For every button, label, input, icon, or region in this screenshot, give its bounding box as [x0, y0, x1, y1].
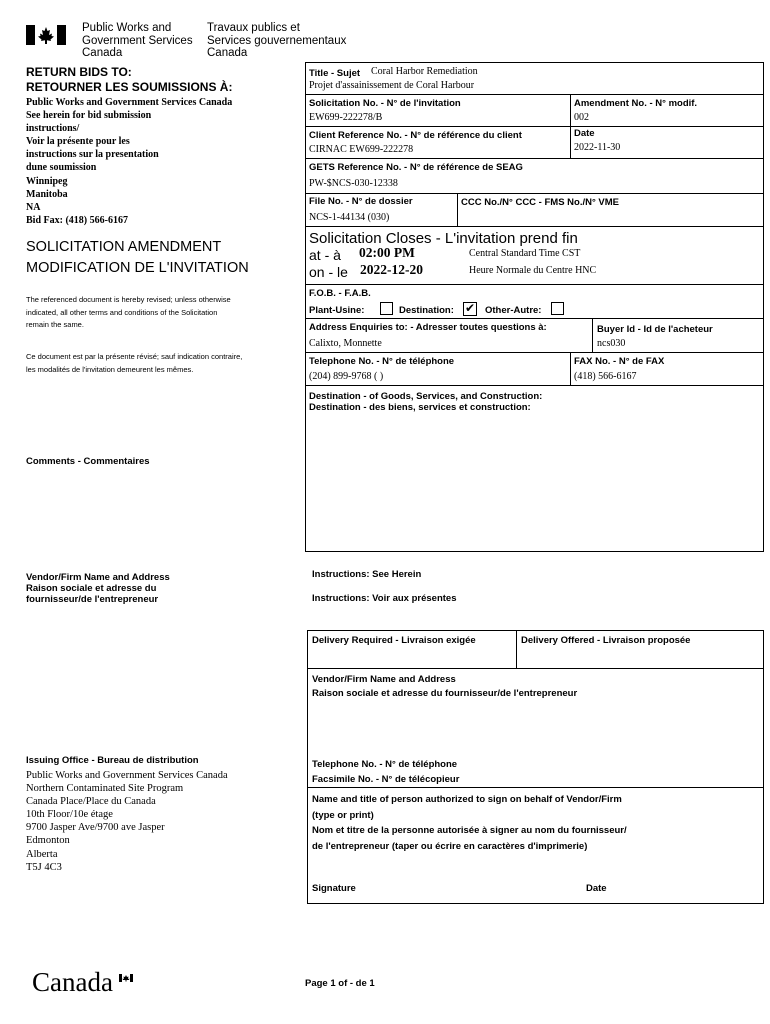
telephone-value: (204) 899-9768 ( ) — [309, 371, 384, 382]
notice-line: remain the same. — [26, 320, 84, 329]
revision-notice-en — [26, 294, 296, 332]
issuing-line: Alberta — [26, 848, 58, 860]
address-line: dune soumission — [26, 162, 97, 174]
divider — [305, 94, 764, 95]
ccc-no-label: CCC No./N° CCC - FMS No./N° VME — [461, 197, 620, 208]
address-line: Winnipeg — [26, 175, 68, 187]
timezone-en: Central Standard Time CST — [469, 248, 581, 259]
issuing-line: T5J 4C3 — [26, 861, 62, 873]
amendment-title-en: SOLICITATION AMENDMENT — [26, 239, 222, 255]
plant-checkbox[interactable] — [380, 302, 393, 315]
divider — [570, 352, 571, 385]
title-value-fr: Projet d'assainissement de Coral Harbour — [309, 80, 475, 91]
fax-label: FAX No. - N° de FAX — [574, 356, 665, 367]
destination-goods-fr: Destination - des biens, services et construction: — [309, 402, 531, 413]
other-checkbox[interactable] — [551, 302, 564, 315]
title-value: Coral Harbor Remediation — [371, 66, 478, 77]
issuing-line: 10th Floor/10e étage — [26, 809, 113, 821]
canada-flag-icon — [26, 25, 66, 45]
divider — [305, 352, 764, 353]
other-label: Other-Autre: — [485, 305, 542, 316]
address-line: instructions sur la presentation — [26, 149, 159, 161]
vendor-line: fournisseur/de l'entrepreneur — [26, 594, 159, 605]
return-address — [26, 96, 296, 227]
signature-label: Signature — [312, 883, 356, 894]
solicitation-no-label: Solicitation No. - N° de l'invitation — [309, 98, 461, 109]
vendor-name-fr: Raison sociale et adresse du fournisseur/de l'entrepreneur — [312, 688, 578, 699]
return-en: RETURN BIDS TO: — [26, 65, 132, 79]
plant-label: Plant-Usine: — [309, 305, 365, 316]
destination-goods-en: Destination - of Goods, Services, and Construction: — [309, 391, 543, 402]
authorized-person-label — [312, 792, 627, 854]
date-value: 2022-11-30 — [574, 142, 621, 153]
date-signature-label: Date — [586, 883, 607, 894]
telephone-label: Telephone No. - N° de téléphone — [309, 356, 455, 367]
dept-fr-line: Travaux publics et — [207, 22, 300, 34]
client-ref-value: CIRNAC EW699-222278 — [309, 144, 414, 155]
authorized-line: (type or print) — [312, 809, 374, 821]
closing-heading: Solicitation Closes - L'invitation prend fin — [309, 230, 578, 247]
address-line: Voir la présente pour les — [26, 136, 130, 148]
divider — [305, 284, 764, 285]
instructions-en: Instructions: See Herein — [312, 569, 422, 580]
authorized-line: Nom et titre de la personne autorisée à signer au nom du fournisseur/ — [312, 825, 627, 836]
vendor-telephone-label: Telephone No. - N° de téléphone — [312, 759, 458, 770]
authorized-line: Name and title of person authorized to sign on behalf of Vendor/Firm — [312, 794, 622, 805]
divider — [592, 318, 593, 352]
delivery-required-label: Delivery Required - Livraison exigée — [312, 635, 476, 646]
closing-date-value: 2022-12-20 — [360, 262, 423, 277]
fax-value: (418) 566-6167 — [574, 371, 637, 382]
vendor-line: Vendor/Firm Name and Address — [26, 572, 170, 583]
issuing-line: Edmonton — [26, 835, 70, 847]
divider — [516, 630, 517, 668]
instructions-fr: Instructions: Voir aux présentes — [312, 593, 457, 604]
comments-label: Comments - Commentaires — [26, 456, 150, 467]
issuing-office-address — [26, 769, 228, 874]
enquiries-value: Calixto, Monnette — [309, 338, 382, 349]
on-label: on - le — [309, 264, 348, 280]
notice-line: The referenced document is hereby revised; unless otherwise — [26, 295, 231, 304]
dept-en-line: Public Works and — [82, 22, 172, 34]
department-name-fr — [207, 22, 346, 60]
file-no-value: NCS-1-44134 (030) — [309, 212, 390, 223]
return-fr: RETOURNER LES SOUMISSIONS À: — [26, 80, 233, 94]
page-number: Page 1 of - de 1 — [305, 978, 375, 989]
return-bids-heading — [26, 65, 232, 95]
fob-label: F.O.B. - F.A.B. — [309, 288, 371, 299]
vendor-label-left — [26, 572, 170, 605]
title-label: Title - Sujet — [309, 68, 361, 79]
buyer-id-label: Buyer Id - Id de l'acheteur — [597, 324, 713, 335]
address-line: NA — [26, 201, 41, 213]
vendor-name-en: Vendor/Firm Name and Address — [312, 674, 456, 685]
vendor-line: Raison sociale et adresse du — [26, 583, 157, 594]
enquiries-label: Address Enquiries to: - Adresser toutes questions à: — [309, 322, 547, 333]
authorized-line: de l'entrepreneur (taper ou écrire en caractères d'imprimerie) — [312, 840, 588, 852]
amendment-title — [26, 237, 249, 279]
vendor-facsimile-label: Facsimile No. - N° de télécopieur — [312, 774, 460, 785]
issuing-line: Public Works and Government Services Canada — [26, 770, 228, 781]
divider — [305, 226, 764, 227]
address-line: instructions/ — [26, 123, 80, 135]
notice-line: les modalités de l'invitation demeurent les mêmes. — [26, 364, 194, 374]
divider — [305, 193, 764, 194]
divider — [305, 318, 764, 319]
divider — [307, 668, 764, 669]
address-line: Bid Fax: (418) 566-6167 — [26, 214, 128, 226]
checkmark-icon: ✔ — [465, 301, 476, 315]
dept-fr-line: Canada — [207, 47, 248, 59]
destination-goods-label — [309, 391, 542, 413]
address-line: See herein for bid submission — [26, 110, 152, 122]
dept-fr-line: Services gouvernementaux — [207, 34, 347, 47]
revision-notice-fr — [26, 351, 301, 376]
divider — [305, 385, 764, 386]
amendment-title-fr: MODIFICATION DE L'INVITATION — [26, 260, 249, 276]
divider — [307, 787, 764, 788]
dept-en-line: Canada — [82, 47, 123, 59]
divider — [457, 193, 458, 226]
divider — [305, 126, 764, 127]
gets-ref-label: GETS Reference No. - N° de référence de SEAG — [309, 162, 523, 173]
notice-line: Ce document est par la présente révisé; sauf indication contraire, — [26, 352, 243, 361]
at-label: at - à — [309, 247, 341, 263]
vendor-name-label — [312, 674, 577, 699]
issuing-line: Northern Contaminated Site Program — [26, 783, 184, 795]
divider — [305, 158, 764, 159]
dept-en-line: Government Services — [82, 34, 193, 47]
date-label: Date — [574, 128, 595, 139]
wordmark-flag-icon — [119, 969, 133, 977]
department-name-en — [82, 22, 193, 60]
solicitation-no-value: EW699-222278/B — [309, 112, 383, 123]
issuing-line: 9700 Jasper Ave/9700 ave Jasper — [26, 822, 165, 834]
issuing-office-label: Issuing Office - Bureau de distribution — [26, 755, 199, 766]
timezone-fr: Heure Normale du Centre HNC — [469, 265, 597, 276]
amendment-no-label: Amendment No. - N° modif. — [574, 98, 698, 109]
destination-checkbox[interactable] — [463, 302, 477, 316]
gets-ref-value: PW-$NCS-030-12338 — [309, 178, 398, 189]
issuing-line: Canada Place/Place du Canada — [26, 796, 156, 808]
address-line: Manitoba — [26, 188, 68, 200]
buyer-id-value: ncs030 — [597, 338, 626, 349]
client-ref-label: Client Reference No. - N° de référence du client — [309, 130, 522, 141]
delivery-offered-label: Delivery Offered - Livraison proposée — [521, 635, 691, 646]
address-line: Public Works and Government Services Canada — [26, 97, 233, 108]
notice-line: indicated, all other terms and conditions of the Solicitation — [26, 307, 218, 317]
canada-wordmark: Canada — [32, 967, 113, 997]
amendment-no-value: 002 — [574, 112, 589, 123]
file-no-label: File No. - N° de dossier — [309, 196, 413, 207]
closing-time-value: 02:00 PM — [359, 245, 415, 260]
destination-label: Destination: — [399, 305, 454, 316]
